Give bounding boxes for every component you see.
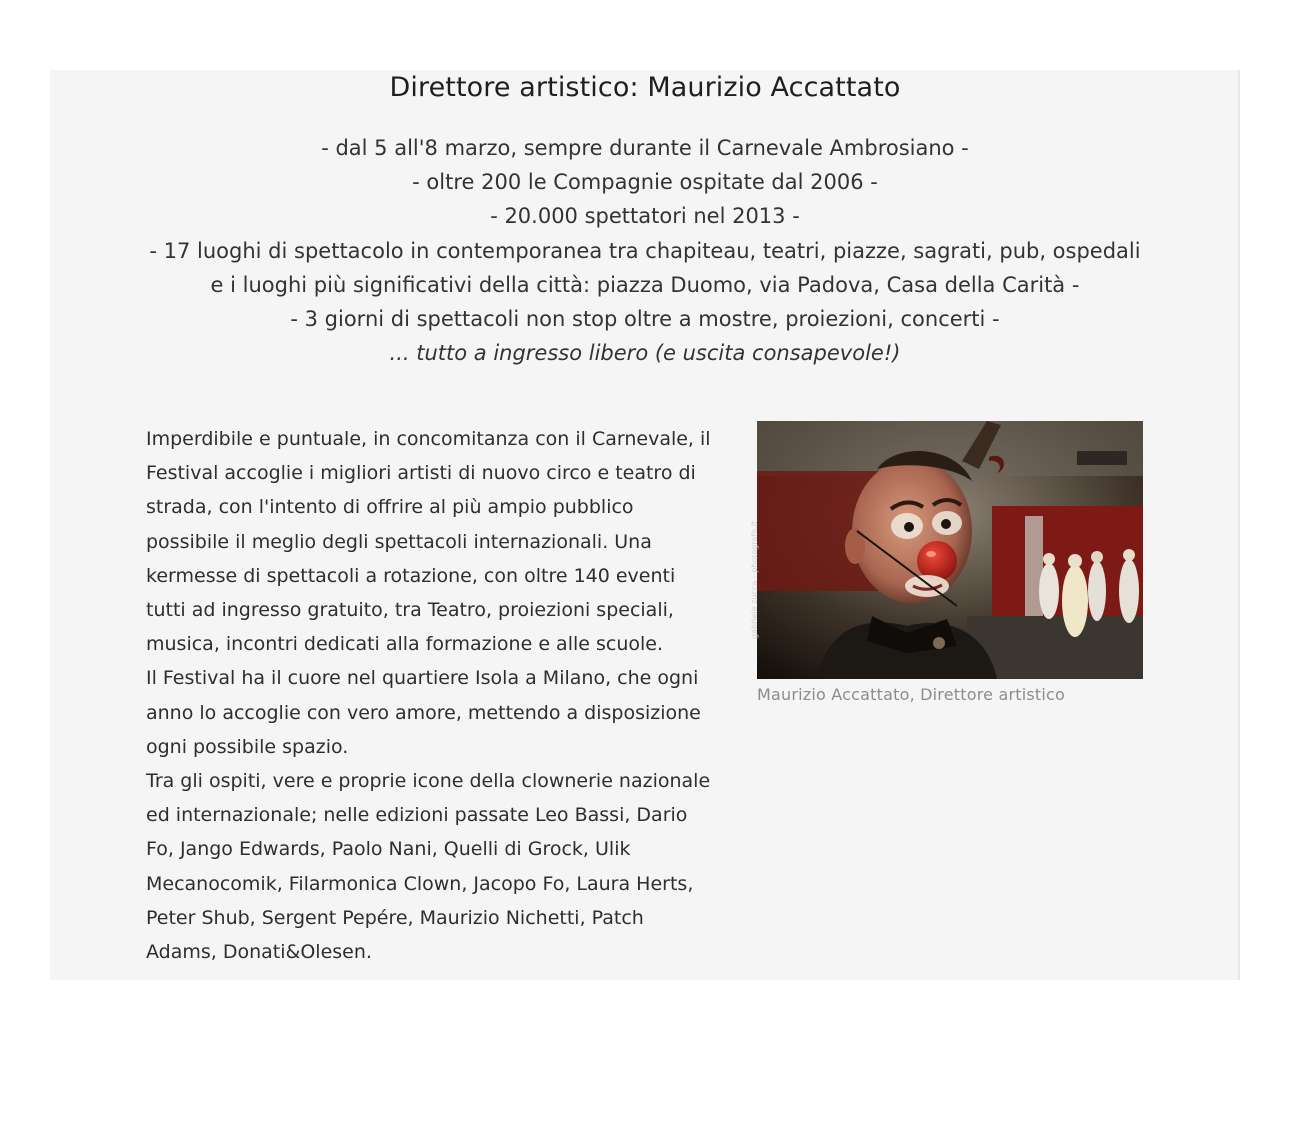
description-paragraph-isola: Il Festival ha il cuore nel quartiere Isola a Milano, che ogni anno lo accoglie con vero amore, mettendo a disposizione ogni possibile spazio. — [146, 667, 701, 758]
highlight-venues-line1: - 17 luoghi di spettacolo in contemporanea tra chapiteau, teatri, piazze, sagrati, pub, ospedali — [149, 238, 1141, 263]
highlight-venues-line2: e i luoghi più significativi della città: piazza Duomo, via Padova, Casa della Carità - — [210, 272, 1080, 297]
director-photo — [750, 421, 1143, 679]
highlight-dates: - dal 5 all'8 marzo, sempre durante il Carnevale Ambrosiano - — [321, 136, 969, 160]
highlight-companies: - oltre 200 le Compagnie ospitate dal 2006 - — [412, 170, 878, 195]
highlight-spectators: - 20.000 spettatori nel 2013 - — [490, 204, 800, 229]
highlight-nonstop: - 3 giorni di spettacoli non stop oltre a mostre, proiezioni, concerti - — [290, 307, 1000, 332]
highlight-free-entry: ... tutto a ingresso libero (e uscita consapevole!) — [389, 341, 901, 366]
photo-caption: Maurizio Accattato, Direttore artistico — [757, 685, 1066, 704]
festival-description — [146, 422, 716, 969]
festival-highlights — [50, 131, 1240, 370]
clown-photo-illustration — [757, 421, 1143, 679]
page-title: Direttore artistico: Maurizio Accattato — [389, 72, 901, 103]
photo-credit: gabriele zucca - photografo.it — [750, 521, 759, 639]
director-figure — [750, 421, 1143, 704]
content-panel — [50, 70, 1240, 980]
description-paragraph-guests: Tra gli ospiti, vere e proprie icone della clownerie nazionale ed internazionale; nelle edizioni passate Leo Bassi, Dario Fo, Jango Edwards, Paolo Nani, Quelli di Grock, Ulik Mecanocomik, Filarmonica Clown, Jacopo Fo, Laura Herts, Peter Shub, Sergent Pepére, Maurizio Nichetti, Patch Adams, Donati&Olesen. — [146, 770, 711, 964]
description-paragraph-intro: Imperdibile e puntuale, in concomitanza con il Carnevale, il Festival accoglie i migliori artisti di nuovo circo e teatro di strada, con l'intento di offrire al più ampio pubblico possibile il meglio degli spettacoli internazionali. Una kermesse di spettacoli a rotazione, con oltre 140 eventi tutti ad ingresso gratuito, tra Teatro, proiezioni speciali, musica, incontri dedicati alla formazione e alle scuole. — [146, 428, 711, 656]
